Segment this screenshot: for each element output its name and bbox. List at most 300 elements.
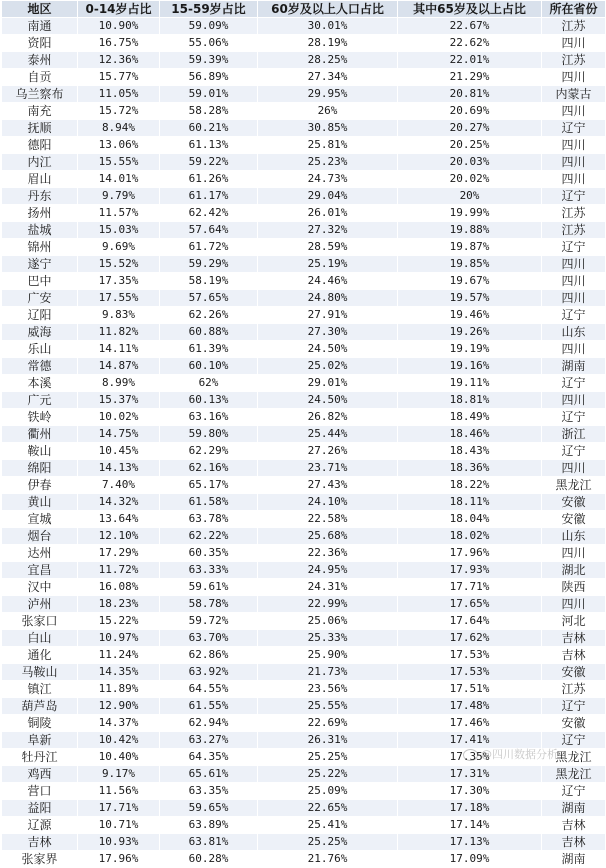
- cell-age-15-59: 63.33%: [160, 562, 258, 579]
- cell-age-60-plus: 25.44%: [258, 426, 398, 443]
- cell-province: 四川: [542, 290, 606, 307]
- cell-age-65-plus: 18.04%: [398, 511, 542, 528]
- cell-age-0-14: 13.64%: [78, 511, 160, 528]
- cell-age-0-14: 15.55%: [78, 154, 160, 171]
- table-row: [2, 443, 606, 460]
- cell-province: 安徽: [542, 664, 606, 681]
- cell-region: 鸡西: [2, 766, 78, 783]
- table-row: [2, 749, 606, 766]
- cell-age-15-59: 59.39%: [160, 52, 258, 69]
- cell-age-60-plus: 22.36%: [258, 545, 398, 562]
- cell-age-0-14: 9.17%: [78, 766, 160, 783]
- cell-age-0-14: 11.24%: [78, 647, 160, 664]
- cell-province: 江苏: [542, 205, 606, 222]
- cell-age-60-plus: 27.30%: [258, 324, 398, 341]
- cell-age-65-plus: 18.81%: [398, 392, 542, 409]
- cell-age-65-plus: 18.02%: [398, 528, 542, 545]
- cell-age-60-plus: 27.91%: [258, 307, 398, 324]
- cell-province: 四川: [542, 103, 606, 120]
- cell-region: 牡丹江: [2, 749, 78, 766]
- cell-region: 南充: [2, 103, 78, 120]
- cell-age-60-plus: 24.31%: [258, 579, 398, 596]
- cell-region: 通化: [2, 647, 78, 664]
- cell-age-65-plus: 17.62%: [398, 630, 542, 647]
- table-row: [2, 477, 606, 494]
- cell-age-60-plus: 25.06%: [258, 613, 398, 630]
- cell-age-15-59: 63.81%: [160, 834, 258, 851]
- cell-province: 黑龙江: [542, 477, 606, 494]
- cell-age-65-plus: 18.43%: [398, 443, 542, 460]
- table-row: [2, 630, 606, 647]
- cell-age-60-plus: 25.68%: [258, 528, 398, 545]
- cell-province: 湖北: [542, 562, 606, 579]
- cell-age-15-59: 60.21%: [160, 120, 258, 137]
- cell-age-60-plus: 21.76%: [258, 851, 398, 868]
- cell-age-15-59: 63.78%: [160, 511, 258, 528]
- table-row: [2, 222, 606, 239]
- cell-province: 浙江: [542, 426, 606, 443]
- cell-age-15-59: 61.58%: [160, 494, 258, 511]
- cell-age-0-14: 8.94%: [78, 120, 160, 137]
- cell-age-65-plus: 19.88%: [398, 222, 542, 239]
- cell-age-15-59: 61.39%: [160, 341, 258, 358]
- cell-age-15-59: 62.86%: [160, 647, 258, 664]
- cell-age-60-plus: 26.82%: [258, 409, 398, 426]
- cell-age-0-14: 17.71%: [78, 800, 160, 817]
- cell-province: 湖南: [542, 851, 606, 868]
- cell-age-15-59: 63.35%: [160, 783, 258, 800]
- cell-age-60-plus: 25.22%: [258, 766, 398, 783]
- cell-age-60-plus: 26%: [258, 103, 398, 120]
- cell-region: 达州: [2, 545, 78, 562]
- header-age-65-plus: 其中65岁及以上占比: [398, 1, 542, 18]
- cell-province: 四川: [542, 256, 606, 273]
- cell-age-15-59: 63.92%: [160, 664, 258, 681]
- cell-age-60-plus: 26.31%: [258, 732, 398, 749]
- cell-age-60-plus: 25.09%: [258, 783, 398, 800]
- cell-age-60-plus: 22.58%: [258, 511, 398, 528]
- cell-age-65-plus: 18.11%: [398, 494, 542, 511]
- cell-age-65-plus: 17.53%: [398, 647, 542, 664]
- cell-age-0-14: 14.32%: [78, 494, 160, 511]
- cell-age-0-14: 10.45%: [78, 443, 160, 460]
- cell-province: 辽宁: [542, 188, 606, 205]
- cell-age-65-plus: 17.13%: [398, 834, 542, 851]
- cell-age-60-plus: 29.04%: [258, 188, 398, 205]
- cell-age-60-plus: 25.41%: [258, 817, 398, 834]
- cell-age-15-59: 62.16%: [160, 460, 258, 477]
- cell-age-65-plus: 18.22%: [398, 477, 542, 494]
- cell-region: 铁岭: [2, 409, 78, 426]
- cell-region: 内江: [2, 154, 78, 171]
- cell-age-0-14: 17.96%: [78, 851, 160, 868]
- table-row: [2, 18, 606, 35]
- table-row: [2, 341, 606, 358]
- table-row: [2, 52, 606, 69]
- cell-age-15-59: 64.35%: [160, 749, 258, 766]
- cell-province: 四川: [542, 545, 606, 562]
- cell-age-0-14: 8.99%: [78, 375, 160, 392]
- cell-age-65-plus: 20.69%: [398, 103, 542, 120]
- cell-age-15-59: 60.88%: [160, 324, 258, 341]
- cell-region: 辽阳: [2, 307, 78, 324]
- cell-age-15-59: 61.13%: [160, 137, 258, 154]
- cell-age-15-59: 63.89%: [160, 817, 258, 834]
- header-row: [2, 1, 606, 18]
- cell-age-65-plus: 17.64%: [398, 613, 542, 630]
- cell-age-0-14: 10.97%: [78, 630, 160, 647]
- cell-age-0-14: 12.36%: [78, 52, 160, 69]
- cell-age-65-plus: 19.99%: [398, 205, 542, 222]
- cell-region: 葫芦岛: [2, 698, 78, 715]
- cell-age-0-14: 10.93%: [78, 834, 160, 851]
- cell-region: 乌兰察布: [2, 86, 78, 103]
- cell-age-0-14: 9.83%: [78, 307, 160, 324]
- cell-region: 泰州: [2, 52, 78, 69]
- cell-age-0-14: 14.11%: [78, 341, 160, 358]
- cell-province: 四川: [542, 69, 606, 86]
- cell-age-65-plus: 17.41%: [398, 732, 542, 749]
- cell-age-15-59: 58.19%: [160, 273, 258, 290]
- cell-age-65-plus: 17.35%: [398, 749, 542, 766]
- table-row: [2, 851, 606, 868]
- table-row: [2, 545, 606, 562]
- table-row: [2, 426, 606, 443]
- table-row: [2, 460, 606, 477]
- table-row: [2, 613, 606, 630]
- cell-age-60-plus: 21.73%: [258, 664, 398, 681]
- cell-region: 广安: [2, 290, 78, 307]
- cell-province: 辽宁: [542, 375, 606, 392]
- table-row: [2, 800, 606, 817]
- cell-age-60-plus: 25.90%: [258, 647, 398, 664]
- cell-age-15-59: 58.28%: [160, 103, 258, 120]
- table-row: [2, 817, 606, 834]
- cell-region: 宣城: [2, 511, 78, 528]
- cell-age-0-14: 10.90%: [78, 18, 160, 35]
- cell-age-65-plus: 19.57%: [398, 290, 542, 307]
- cell-region: 资阳: [2, 35, 78, 52]
- cell-region: 本溪: [2, 375, 78, 392]
- cell-age-60-plus: 29.95%: [258, 86, 398, 103]
- cell-province: 黑龙江: [542, 749, 606, 766]
- cell-region: 营口: [2, 783, 78, 800]
- cell-age-0-14: 15.72%: [78, 103, 160, 120]
- cell-region: 铜陵: [2, 715, 78, 732]
- header-age-60-plus: 60岁及以上人口占比: [258, 1, 398, 18]
- cell-age-65-plus: 22.62%: [398, 35, 542, 52]
- cell-age-60-plus: 24.10%: [258, 494, 398, 511]
- cell-region: 烟台: [2, 528, 78, 545]
- cell-age-60-plus: 29.01%: [258, 375, 398, 392]
- cell-province: 辽宁: [542, 443, 606, 460]
- cell-age-0-14: 11.89%: [78, 681, 160, 698]
- cell-region: 德阳: [2, 137, 78, 154]
- cell-province: 吉林: [542, 647, 606, 664]
- cell-age-60-plus: 22.99%: [258, 596, 398, 613]
- table-row: [2, 273, 606, 290]
- cell-age-0-14: 11.56%: [78, 783, 160, 800]
- cell-age-60-plus: 25.02%: [258, 358, 398, 375]
- cell-age-65-plus: 17.31%: [398, 766, 542, 783]
- cell-age-15-59: 56.89%: [160, 69, 258, 86]
- cell-province: 四川: [542, 273, 606, 290]
- cell-province: 江苏: [542, 222, 606, 239]
- cell-province: 湖南: [542, 800, 606, 817]
- table-row: [2, 358, 606, 375]
- cell-age-65-plus: 19.85%: [398, 256, 542, 273]
- cell-region: 巴中: [2, 273, 78, 290]
- cell-age-60-plus: 22.65%: [258, 800, 398, 817]
- cell-age-60-plus: 25.25%: [258, 749, 398, 766]
- cell-age-15-59: 62.42%: [160, 205, 258, 222]
- cell-province: 吉林: [542, 817, 606, 834]
- table-row: [2, 324, 606, 341]
- cell-province: 江苏: [542, 18, 606, 35]
- cell-age-15-59: 57.65%: [160, 290, 258, 307]
- cell-region: 泸州: [2, 596, 78, 613]
- cell-age-65-plus: 17.48%: [398, 698, 542, 715]
- cell-age-60-plus: 25.25%: [258, 834, 398, 851]
- table-row: [2, 834, 606, 851]
- cell-province: 黑龙江: [542, 766, 606, 783]
- cell-age-15-59: 59.09%: [160, 18, 258, 35]
- cell-age-65-plus: 18.49%: [398, 409, 542, 426]
- table-row: [2, 766, 606, 783]
- cell-age-65-plus: 17.65%: [398, 596, 542, 613]
- cell-age-0-14: 7.40%: [78, 477, 160, 494]
- cell-province: 四川: [542, 341, 606, 358]
- cell-age-15-59: 58.78%: [160, 596, 258, 613]
- table-row: [2, 511, 606, 528]
- table-row: [2, 647, 606, 664]
- cell-age-65-plus: 19.19%: [398, 341, 542, 358]
- cell-province: 吉林: [542, 834, 606, 851]
- cell-region: 南通: [2, 18, 78, 35]
- cell-age-60-plus: 23.71%: [258, 460, 398, 477]
- cell-age-65-plus: 19.46%: [398, 307, 542, 324]
- cell-region: 丹东: [2, 188, 78, 205]
- cell-region: 扬州: [2, 205, 78, 222]
- table-row: [2, 579, 606, 596]
- cell-age-0-14: 16.08%: [78, 579, 160, 596]
- cell-age-15-59: 61.72%: [160, 239, 258, 256]
- cell-region: 遂宁: [2, 256, 78, 273]
- cell-age-15-59: 61.26%: [160, 171, 258, 188]
- cell-province: 辽宁: [542, 307, 606, 324]
- cell-province: 吉林: [542, 630, 606, 647]
- table-row: [2, 698, 606, 715]
- cell-age-0-14: 10.40%: [78, 749, 160, 766]
- cell-age-60-plus: 24.73%: [258, 171, 398, 188]
- cell-age-0-14: 15.22%: [78, 613, 160, 630]
- cell-region: 锦州: [2, 239, 78, 256]
- table-row: [2, 239, 606, 256]
- cell-age-65-plus: 17.93%: [398, 562, 542, 579]
- table-row: [2, 137, 606, 154]
- cell-age-15-59: 60.13%: [160, 392, 258, 409]
- cell-age-15-59: 59.61%: [160, 579, 258, 596]
- cell-region: 汉中: [2, 579, 78, 596]
- cell-age-0-14: 14.37%: [78, 715, 160, 732]
- cell-age-15-59: 55.06%: [160, 35, 258, 52]
- cell-age-0-14: 11.72%: [78, 562, 160, 579]
- cell-age-60-plus: 25.81%: [258, 137, 398, 154]
- table-row: [2, 681, 606, 698]
- cell-age-0-14: 17.35%: [78, 273, 160, 290]
- cell-age-0-14: 13.06%: [78, 137, 160, 154]
- cell-age-0-14: 14.13%: [78, 460, 160, 477]
- cell-age-65-plus: 22.01%: [398, 52, 542, 69]
- cell-age-0-14: 9.79%: [78, 188, 160, 205]
- cell-province: 安徽: [542, 511, 606, 528]
- header-province: 所在省份: [542, 1, 606, 18]
- cell-age-65-plus: 21.29%: [398, 69, 542, 86]
- cell-age-60-plus: 24.46%: [258, 273, 398, 290]
- cell-province: 四川: [542, 596, 606, 613]
- cell-age-65-plus: 17.51%: [398, 681, 542, 698]
- cell-age-0-14: 14.35%: [78, 664, 160, 681]
- cell-province: 辽宁: [542, 698, 606, 715]
- cell-region: 吉林: [2, 834, 78, 851]
- cell-age-0-14: 9.69%: [78, 239, 160, 256]
- cell-age-15-59: 62.26%: [160, 307, 258, 324]
- cell-age-60-plus: 23.56%: [258, 681, 398, 698]
- cell-province: 山东: [542, 324, 606, 341]
- cell-age-60-plus: 24.50%: [258, 341, 398, 358]
- table-row: [2, 392, 606, 409]
- cell-province: 山东: [542, 528, 606, 545]
- cell-province: 四川: [542, 154, 606, 171]
- cell-age-0-14: 10.42%: [78, 732, 160, 749]
- table-row: [2, 120, 606, 137]
- cell-age-65-plus: 19.26%: [398, 324, 542, 341]
- cell-age-60-plus: 30.85%: [258, 120, 398, 137]
- cell-province: 四川: [542, 392, 606, 409]
- table-row: [2, 154, 606, 171]
- cell-age-0-14: 12.90%: [78, 698, 160, 715]
- cell-region: 常德: [2, 358, 78, 375]
- cell-age-60-plus: 26.01%: [258, 205, 398, 222]
- cell-age-15-59: 65.61%: [160, 766, 258, 783]
- table-row: [2, 375, 606, 392]
- cell-region: 阜新: [2, 732, 78, 749]
- cell-region: 黄山: [2, 494, 78, 511]
- cell-age-0-14: 11.82%: [78, 324, 160, 341]
- cell-age-0-14: 14.87%: [78, 358, 160, 375]
- cell-region: 威海: [2, 324, 78, 341]
- cell-age-60-plus: 22.69%: [258, 715, 398, 732]
- cell-age-15-59: 63.16%: [160, 409, 258, 426]
- cell-region: 衢州: [2, 426, 78, 443]
- cell-age-15-59: 65.17%: [160, 477, 258, 494]
- table-row: [2, 69, 606, 86]
- cell-age-15-59: 60.35%: [160, 545, 258, 562]
- cell-age-0-14: 15.52%: [78, 256, 160, 273]
- cell-age-15-59: 59.80%: [160, 426, 258, 443]
- cell-province: 陕西: [542, 579, 606, 596]
- cell-age-65-plus: 18.36%: [398, 460, 542, 477]
- cell-age-0-14: 18.23%: [78, 596, 160, 613]
- cell-age-0-14: 11.05%: [78, 86, 160, 103]
- cell-province: 湖南: [542, 358, 606, 375]
- cell-region: 眉山: [2, 171, 78, 188]
- cell-age-0-14: 15.37%: [78, 392, 160, 409]
- cell-age-65-plus: 20.02%: [398, 171, 542, 188]
- cell-province: 四川: [542, 171, 606, 188]
- cell-province: 辽宁: [542, 120, 606, 137]
- cell-region: 乐山: [2, 341, 78, 358]
- cell-age-0-14: 14.01%: [78, 171, 160, 188]
- cell-age-60-plus: 25.19%: [258, 256, 398, 273]
- cell-age-60-plus: 27.26%: [258, 443, 398, 460]
- cell-age-15-59: 62.22%: [160, 528, 258, 545]
- cell-age-15-59: 59.72%: [160, 613, 258, 630]
- cell-age-15-59: 61.17%: [160, 188, 258, 205]
- table-row: [2, 715, 606, 732]
- table-row: [2, 528, 606, 545]
- cell-region: 镇江: [2, 681, 78, 698]
- cell-age-65-plus: 20.03%: [398, 154, 542, 171]
- cell-age-0-14: 17.29%: [78, 545, 160, 562]
- cell-age-65-plus: 20.27%: [398, 120, 542, 137]
- cell-age-60-plus: 28.59%: [258, 239, 398, 256]
- table-row: [2, 290, 606, 307]
- cell-age-60-plus: 28.19%: [258, 35, 398, 52]
- cell-age-15-59: 59.65%: [160, 800, 258, 817]
- cell-province: 辽宁: [542, 783, 606, 800]
- table-body: [2, 18, 606, 868]
- cell-age-65-plus: 20.81%: [398, 86, 542, 103]
- cell-province: 安徽: [542, 494, 606, 511]
- header-region: 地区: [2, 1, 78, 18]
- cell-region: 马鞍山: [2, 664, 78, 681]
- cell-age-15-59: 64.55%: [160, 681, 258, 698]
- cell-province: 辽宁: [542, 732, 606, 749]
- cell-province: 内蒙古: [542, 86, 606, 103]
- cell-age-0-14: 14.75%: [78, 426, 160, 443]
- cell-province: 江苏: [542, 681, 606, 698]
- table-row: [2, 307, 606, 324]
- cell-age-65-plus: 19.16%: [398, 358, 542, 375]
- cell-age-15-59: 60.10%: [160, 358, 258, 375]
- cell-age-65-plus: 17.18%: [398, 800, 542, 817]
- cell-age-60-plus: 28.25%: [258, 52, 398, 69]
- table-row: [2, 732, 606, 749]
- cell-region: 绵阳: [2, 460, 78, 477]
- cell-province: 四川: [542, 137, 606, 154]
- cell-region: 抚顺: [2, 120, 78, 137]
- cell-age-0-14: 11.57%: [78, 205, 160, 222]
- cell-age-0-14: 16.75%: [78, 35, 160, 52]
- cell-region: 白山: [2, 630, 78, 647]
- cell-age-60-plus: 25.55%: [258, 698, 398, 715]
- aging-data-table: [1, 0, 606, 868]
- cell-age-65-plus: 17.96%: [398, 545, 542, 562]
- cell-age-60-plus: 25.23%: [258, 154, 398, 171]
- table-row: [2, 596, 606, 613]
- table-row: [2, 562, 606, 579]
- cell-age-15-59: 63.27%: [160, 732, 258, 749]
- cell-age-65-plus: 19.87%: [398, 239, 542, 256]
- cell-region: 鞍山: [2, 443, 78, 460]
- cell-age-60-plus: 25.33%: [258, 630, 398, 647]
- cell-age-15-59: 61.55%: [160, 698, 258, 715]
- cell-age-65-plus: 19.67%: [398, 273, 542, 290]
- cell-province: 辽宁: [542, 239, 606, 256]
- cell-age-65-plus: 17.14%: [398, 817, 542, 834]
- header-age-15-59: 15-59岁占比: [160, 1, 258, 18]
